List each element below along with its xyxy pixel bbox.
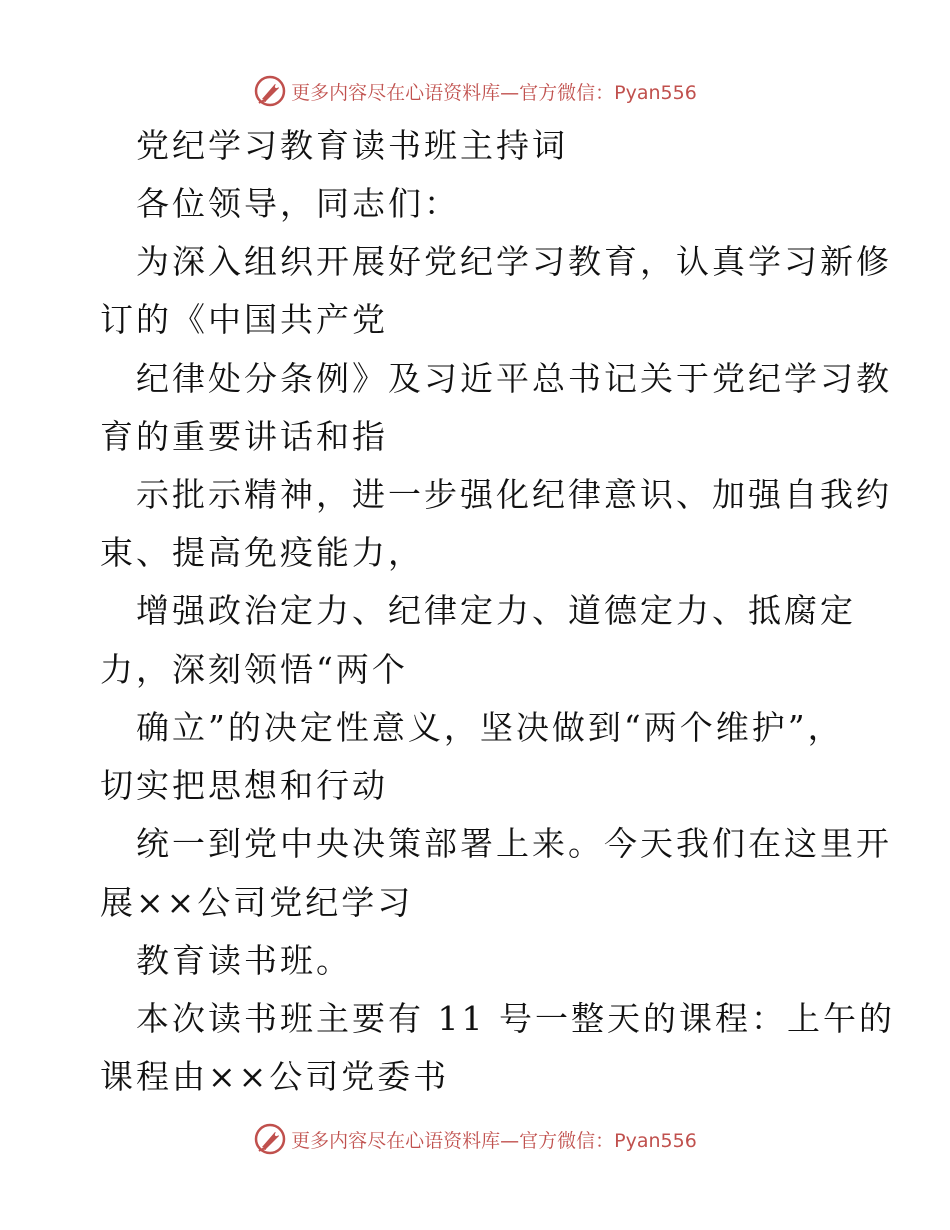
pen-nib-logo-icon: [253, 74, 287, 108]
paragraph-line: 育的重要讲话和指: [100, 417, 388, 456]
paragraph-line: 示批示精神，进一步强化纪律意识、加强自我约: [136, 475, 892, 514]
paragraph-line: 教育读书班。: [136, 941, 352, 980]
salutation: 各位领导，同志们：: [136, 184, 460, 223]
paragraph-line: 切实把思想和行动: [100, 766, 388, 805]
paragraph-line: 订的《中国共产党: [100, 300, 388, 339]
paragraph-line: 为深入组织开展好党纪学习教育，认真学习新修: [136, 242, 892, 281]
document-title: 党纪学习教育读书班主持词: [136, 126, 568, 165]
paragraph-line: 力，深刻领悟“两个: [100, 650, 408, 689]
header-banner-text: 更多内容尽在心语资料库—官方微信：Pyan556: [291, 81, 697, 104]
footer-banner: [0, 1119, 950, 1159]
paragraph-line: 增强政治定力、纪律定力、道德定力、抵腐定: [136, 591, 856, 630]
paragraph-line: 展××公司党纪学习: [100, 883, 414, 922]
paragraph-line: 确立”的决定性意义，坚决做到“两个维护”，: [136, 708, 844, 747]
paragraph-line: 课程由××公司党委书: [100, 1057, 450, 1096]
footer-banner-text: 更多内容尽在心语资料库—官方微信：Pyan556: [291, 1129, 697, 1152]
paragraph-line: 本次读书班主要有 11 号一整天的课程：上午的: [136, 999, 895, 1038]
paragraph-line: 束、提高免疫能力，: [100, 533, 424, 572]
paragraph-line: 纪律处分条例》及习近平总书记关于党纪学习教: [136, 359, 892, 398]
header-banner: [0, 71, 950, 111]
pen-nib-logo-icon: [253, 1122, 287, 1156]
paragraph-line: 统一到党中央决策部署上来。今天我们在这里开: [136, 824, 892, 863]
